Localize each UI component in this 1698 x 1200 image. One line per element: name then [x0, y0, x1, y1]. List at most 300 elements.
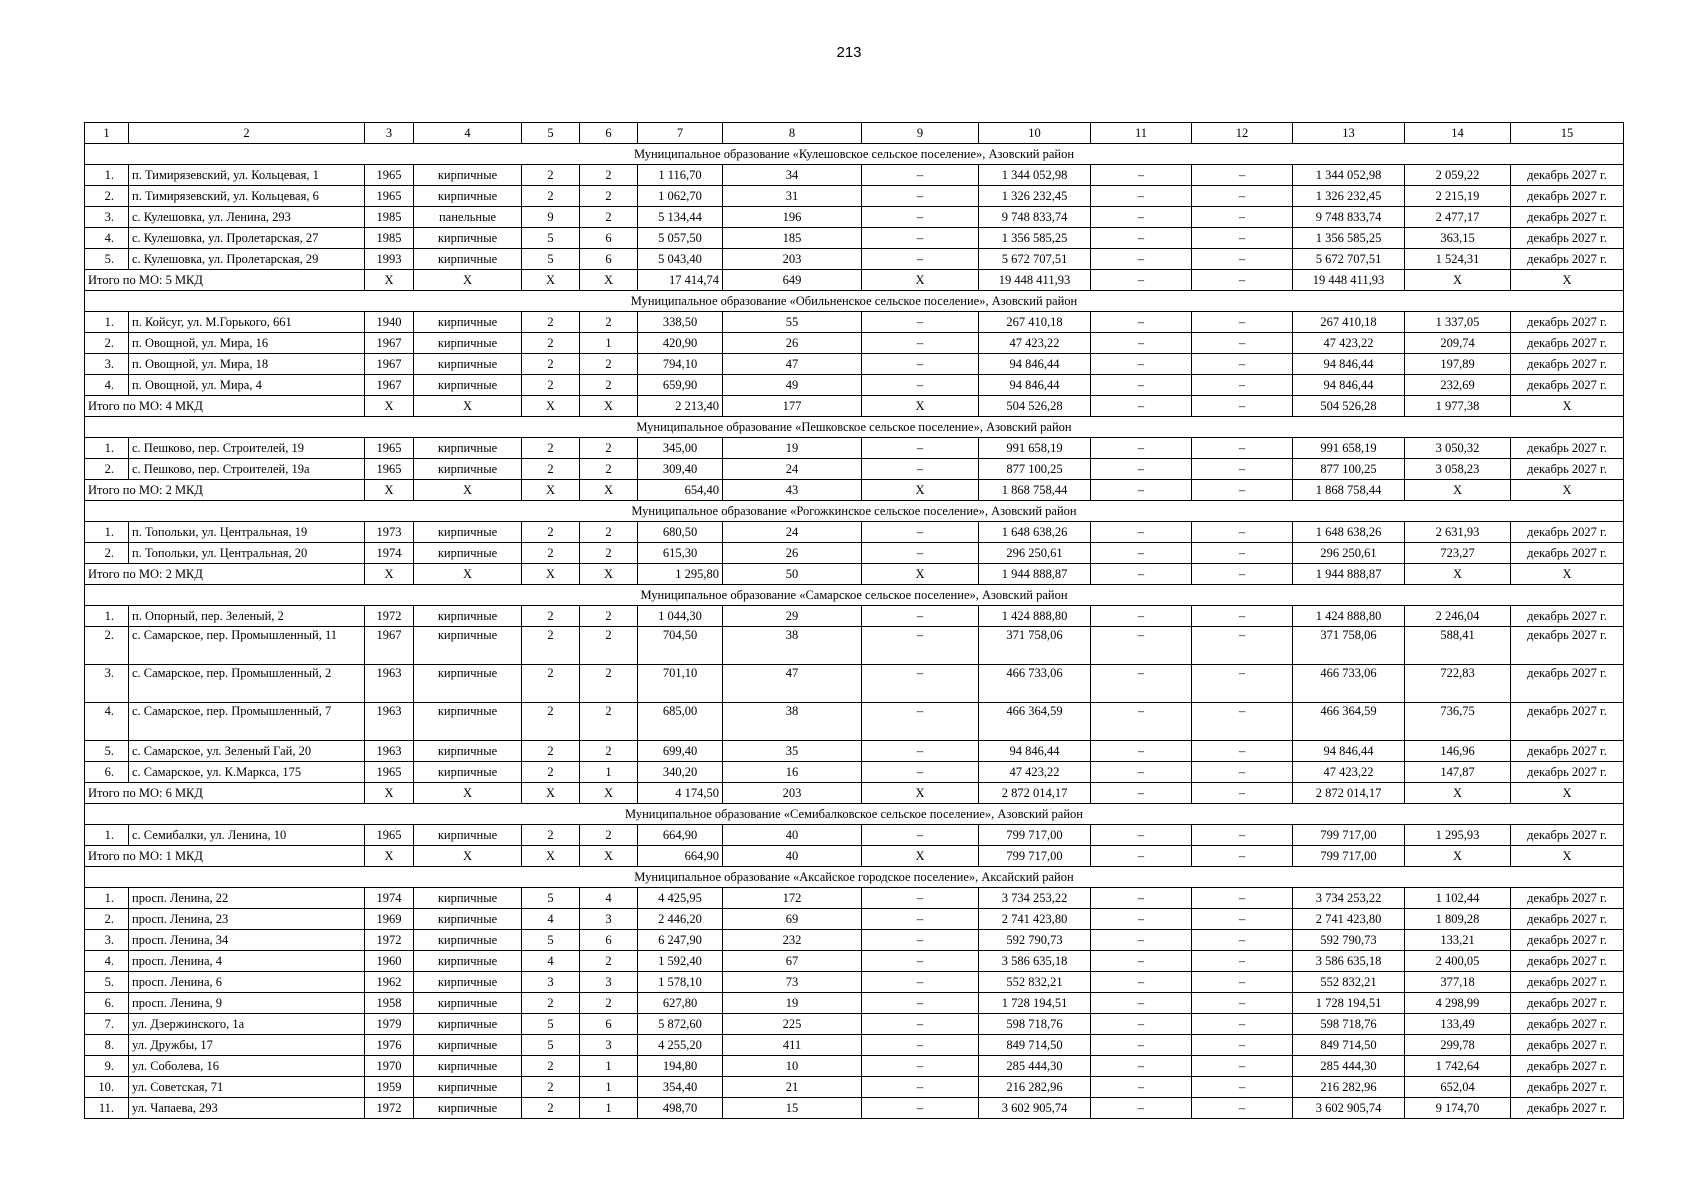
deadline-cell: X [1511, 396, 1624, 417]
total-cost-cell: 1 344 052,98 [1293, 165, 1405, 186]
cost-per-m2-cell: 2 631,93 [1405, 522, 1511, 543]
area-cell: 794,10 [638, 354, 723, 375]
wall-material-cell: кирпичные [414, 438, 522, 459]
cost-cell: 3 734 253,22 [979, 888, 1091, 909]
cost-cell: 991 658,19 [979, 438, 1091, 459]
cost-cell: 296 250,61 [979, 543, 1091, 564]
area-cell: 704,50 [638, 627, 723, 665]
floors-cell: 5 [522, 1035, 580, 1056]
cost-per-m2-cell: 147,87 [1405, 762, 1511, 783]
entrances-cell: 1 [580, 1056, 638, 1077]
col12-cell: – [1192, 249, 1293, 270]
floors-cell: X [522, 564, 580, 585]
table-body [85, 123, 1624, 1119]
col11-cell: – [1091, 333, 1192, 354]
column-number: 13 [1293, 123, 1405, 144]
col12-cell: – [1192, 1077, 1293, 1098]
floors-cell: 5 [522, 888, 580, 909]
col9-cell: – [862, 249, 979, 270]
cost-per-m2-cell: 146,96 [1405, 741, 1511, 762]
table-row [85, 972, 1624, 993]
cost-per-m2-cell: 652,04 [1405, 1077, 1511, 1098]
year-cell: 1967 [365, 375, 414, 396]
cost-per-m2-cell: 2 246,04 [1405, 606, 1511, 627]
cost-cell: 1 728 194,51 [979, 993, 1091, 1014]
entrances-cell: 2 [580, 627, 638, 665]
entrances-cell: 1 [580, 1098, 638, 1119]
area-cell: 4 425,95 [638, 888, 723, 909]
cost-cell: 285 444,30 [979, 1056, 1091, 1077]
col11-cell: – [1091, 930, 1192, 951]
cost-cell: 94 846,44 [979, 375, 1091, 396]
cost-cell: 47 423,22 [979, 333, 1091, 354]
floors-cell: 4 [522, 951, 580, 972]
total-cost-cell: 94 846,44 [1293, 375, 1405, 396]
col9-cell: – [862, 930, 979, 951]
table-row [85, 888, 1624, 909]
col11-cell: – [1091, 564, 1192, 585]
deadline-cell: декабрь 2027 г. [1511, 762, 1624, 783]
cost-per-m2-cell: X [1405, 846, 1511, 867]
col11-cell: – [1091, 186, 1192, 207]
year-cell: 1965 [365, 438, 414, 459]
total-cost-cell: 1 648 638,26 [1293, 522, 1405, 543]
col11-cell: – [1091, 627, 1192, 665]
row-number-cell: 2. [85, 627, 129, 665]
wall-material-cell: кирпичные [414, 930, 522, 951]
section-title: Муниципальное образование «Аксайское городское поселение», Аксайский район [85, 867, 1624, 888]
total-cost-cell: 1 944 888,87 [1293, 564, 1405, 585]
col11-cell: – [1091, 543, 1192, 564]
floors-cell: 2 [522, 825, 580, 846]
wall-material-cell: кирпичные [414, 522, 522, 543]
address-cell: ул. Дружбы, 17 [129, 1035, 365, 1056]
wall-material-cell: кирпичные [414, 1056, 522, 1077]
address-cell: просп. Ленина, 22 [129, 888, 365, 909]
col12-cell: – [1192, 783, 1293, 804]
area-cell: 498,70 [638, 1098, 723, 1119]
section-title: Муниципальное образование «Самарское сельское поселение», Азовский район [85, 585, 1624, 606]
wall-material-cell: кирпичные [414, 888, 522, 909]
table-row [85, 375, 1624, 396]
row-number-cell: 3. [85, 354, 129, 375]
total-cost-cell: 3 734 253,22 [1293, 888, 1405, 909]
row-number-cell: 9. [85, 1056, 129, 1077]
entrances-cell: 6 [580, 249, 638, 270]
year-cell: 1969 [365, 909, 414, 930]
table-row [85, 459, 1624, 480]
table-row [85, 930, 1624, 951]
floors-cell: 5 [522, 930, 580, 951]
deadline-cell: декабрь 2027 г. [1511, 993, 1624, 1014]
row-number-cell: 10. [85, 1077, 129, 1098]
cost-cell: 2 872 014,17 [979, 783, 1091, 804]
floors-cell: 2 [522, 165, 580, 186]
table-row [85, 665, 1624, 703]
floors-cell: 2 [522, 627, 580, 665]
cost-cell: 47 423,22 [979, 762, 1091, 783]
area-cell: 627,80 [638, 993, 723, 1014]
col12-cell: – [1192, 312, 1293, 333]
cost-cell: 19 448 411,93 [979, 270, 1091, 291]
address-cell: п. Овощной, ул. Мира, 16 [129, 333, 365, 354]
col11-cell: – [1091, 312, 1192, 333]
row-number-cell: 6. [85, 993, 129, 1014]
deadline-cell: декабрь 2027 г. [1511, 825, 1624, 846]
deadline-cell: декабрь 2027 г. [1511, 354, 1624, 375]
col11-cell: – [1091, 993, 1192, 1014]
col11-cell: – [1091, 665, 1192, 703]
cost-per-m2-cell: 2 400,05 [1405, 951, 1511, 972]
col12-cell: – [1192, 1014, 1293, 1035]
address-cell: п. Овощной, ул. Мира, 4 [129, 375, 365, 396]
area-cell: 685,00 [638, 703, 723, 741]
cost-per-m2-cell: 1 337,05 [1405, 312, 1511, 333]
col9-cell: – [862, 207, 979, 228]
col9-cell: – [862, 1098, 979, 1119]
col9-cell: – [862, 543, 979, 564]
cost-cell: 216 282,96 [979, 1077, 1091, 1098]
deadline-cell: декабрь 2027 г. [1511, 522, 1624, 543]
col9-cell: X [862, 396, 979, 417]
residents-cell: 38 [723, 703, 862, 741]
residents-cell: 225 [723, 1014, 862, 1035]
row-number-cell: 11. [85, 1098, 129, 1119]
cost-cell: 849 714,50 [979, 1035, 1091, 1056]
area-cell: 4 174,50 [638, 783, 723, 804]
wall-material-cell: кирпичные [414, 333, 522, 354]
col12-cell: – [1192, 606, 1293, 627]
table-row [85, 951, 1624, 972]
deadline-cell: декабрь 2027 г. [1511, 888, 1624, 909]
wall-material-cell: X [414, 396, 522, 417]
deadline-cell: декабрь 2027 г. [1511, 375, 1624, 396]
col9-cell: – [862, 972, 979, 993]
year-cell: 1993 [365, 249, 414, 270]
wall-material-cell: кирпичные [414, 993, 522, 1014]
year-cell: 1958 [365, 993, 414, 1014]
col9-cell: – [862, 762, 979, 783]
cost-cell: 1 648 638,26 [979, 522, 1091, 543]
area-cell: 4 255,20 [638, 1035, 723, 1056]
year-cell: 1965 [365, 186, 414, 207]
deadline-cell: декабрь 2027 г. [1511, 606, 1624, 627]
table-row [85, 741, 1624, 762]
entrances-cell: 1 [580, 1077, 638, 1098]
table-row [85, 993, 1624, 1014]
floors-cell: 2 [522, 1077, 580, 1098]
total-cost-cell: 285 444,30 [1293, 1056, 1405, 1077]
address-cell: с. Самарское, ул. К.Маркса, 175 [129, 762, 365, 783]
floors-cell: 2 [522, 665, 580, 703]
residents-cell: 35 [723, 741, 862, 762]
year-cell: 1940 [365, 312, 414, 333]
address-cell: п. Тимирязевский, ул. Кольцевая, 6 [129, 186, 365, 207]
cost-cell: 371 758,06 [979, 627, 1091, 665]
total-cost-cell: 598 718,76 [1293, 1014, 1405, 1035]
residents-cell: 43 [723, 480, 862, 501]
area-cell: 5 872,60 [638, 1014, 723, 1035]
deadline-cell: X [1511, 783, 1624, 804]
deadline-cell: X [1511, 270, 1624, 291]
residents-cell: 185 [723, 228, 862, 249]
section-title: Муниципальное образование «Семибалковское сельское поселение», Азовский район [85, 804, 1624, 825]
table-row [85, 627, 1624, 665]
floors-cell: 2 [522, 993, 580, 1014]
total-label: Итого по МО: 2 МКД [85, 564, 365, 585]
table-row [85, 1056, 1624, 1077]
table-row [85, 703, 1624, 741]
address-cell: с. Пешково, пер. Строителей, 19а [129, 459, 365, 480]
col12-cell: – [1192, 951, 1293, 972]
wall-material-cell: кирпичные [414, 909, 522, 930]
year-cell: 1985 [365, 207, 414, 228]
area-cell: 309,40 [638, 459, 723, 480]
total-cost-cell: 1 356 585,25 [1293, 228, 1405, 249]
total-cost-cell: 1 424 888,80 [1293, 606, 1405, 627]
area-cell: 699,40 [638, 741, 723, 762]
cost-cell: 799 717,00 [979, 846, 1091, 867]
total-cost-cell: 47 423,22 [1293, 762, 1405, 783]
column-number: 4 [414, 123, 522, 144]
area-cell: 5 057,50 [638, 228, 723, 249]
area-cell: 659,90 [638, 375, 723, 396]
year-cell: 1962 [365, 972, 414, 993]
col11-cell: – [1091, 1035, 1192, 1056]
total-cost-cell: 216 282,96 [1293, 1077, 1405, 1098]
row-number-cell: 2. [85, 186, 129, 207]
total-cost-cell: 799 717,00 [1293, 846, 1405, 867]
total-cost-cell: 466 364,59 [1293, 703, 1405, 741]
residents-cell: 15 [723, 1098, 862, 1119]
table-row [85, 1077, 1624, 1098]
year-cell: X [365, 564, 414, 585]
col11-cell: – [1091, 1014, 1192, 1035]
entrances-cell: 2 [580, 993, 638, 1014]
address-cell: с. Самарское, ул. Зеленый Гай, 20 [129, 741, 365, 762]
cost-cell: 466 364,59 [979, 703, 1091, 741]
entrances-cell: 2 [580, 312, 638, 333]
area-cell: 5 043,40 [638, 249, 723, 270]
area-cell: 6 247,90 [638, 930, 723, 951]
column-number: 5 [522, 123, 580, 144]
col9-cell: – [862, 909, 979, 930]
floors-cell: 4 [522, 909, 580, 930]
area-cell: 17 414,74 [638, 270, 723, 291]
cost-per-m2-cell: X [1405, 564, 1511, 585]
entrances-cell: 3 [580, 1035, 638, 1056]
col9-cell: – [862, 627, 979, 665]
total-label: Итого по МО: 4 МКД [85, 396, 365, 417]
address-cell: просп. Ленина, 4 [129, 951, 365, 972]
col9-cell: – [862, 1014, 979, 1035]
year-cell: 1965 [365, 165, 414, 186]
page-number: 213 [836, 44, 862, 61]
total-cost-cell: 296 250,61 [1293, 543, 1405, 564]
area-cell: 1 295,80 [638, 564, 723, 585]
col11-cell: – [1091, 972, 1192, 993]
wall-material-cell: X [414, 270, 522, 291]
total-cost-cell: 2 741 423,80 [1293, 909, 1405, 930]
section-total-row [85, 564, 1624, 585]
entrances-cell: 2 [580, 825, 638, 846]
col12-cell: – [1192, 354, 1293, 375]
year-cell: 1965 [365, 825, 414, 846]
col9-cell: X [862, 564, 979, 585]
wall-material-cell: кирпичные [414, 354, 522, 375]
col12-cell: – [1192, 1098, 1293, 1119]
entrances-cell: X [580, 270, 638, 291]
col12-cell: – [1192, 825, 1293, 846]
floors-cell: 2 [522, 1056, 580, 1077]
floors-cell: X [522, 846, 580, 867]
wall-material-cell: X [414, 564, 522, 585]
column-number: 7 [638, 123, 723, 144]
residents-cell: 34 [723, 165, 862, 186]
col12-cell: – [1192, 333, 1293, 354]
cost-per-m2-cell: 2 215,19 [1405, 186, 1511, 207]
deadline-cell: декабрь 2027 г. [1511, 665, 1624, 703]
col9-cell: – [862, 665, 979, 703]
entrances-cell: X [580, 396, 638, 417]
year-cell: 1963 [365, 665, 414, 703]
cost-per-m2-cell: 209,74 [1405, 333, 1511, 354]
col9-cell: – [862, 1077, 979, 1098]
cost-per-m2-cell: 3 050,32 [1405, 438, 1511, 459]
cost-per-m2-cell: 3 058,23 [1405, 459, 1511, 480]
col11-cell: – [1091, 703, 1192, 741]
cost-per-m2-cell: 232,69 [1405, 375, 1511, 396]
area-cell: 1 044,30 [638, 606, 723, 627]
deadline-cell: декабрь 2027 г. [1511, 1098, 1624, 1119]
deadline-cell: декабрь 2027 г. [1511, 627, 1624, 665]
cost-cell: 267 410,18 [979, 312, 1091, 333]
row-number-cell: 8. [85, 1035, 129, 1056]
wall-material-cell: кирпичные [414, 228, 522, 249]
floors-cell: 2 [522, 606, 580, 627]
total-label: Итого по МО: 1 МКД [85, 846, 365, 867]
floors-cell: 2 [522, 762, 580, 783]
entrances-cell: 2 [580, 665, 638, 703]
col11-cell: – [1091, 825, 1192, 846]
total-label: Итого по МО: 5 МКД [85, 270, 365, 291]
cost-cell: 3 586 635,18 [979, 951, 1091, 972]
col9-cell: – [862, 186, 979, 207]
residents-cell: 16 [723, 762, 862, 783]
area-cell: 338,50 [638, 312, 723, 333]
wall-material-cell: кирпичные [414, 825, 522, 846]
entrances-cell: X [580, 783, 638, 804]
entrances-cell: 2 [580, 438, 638, 459]
area-cell: 194,80 [638, 1056, 723, 1077]
entrances-cell: 4 [580, 888, 638, 909]
total-cost-cell: 9 748 833,74 [1293, 207, 1405, 228]
cost-cell: 504 526,28 [979, 396, 1091, 417]
year-cell: X [365, 783, 414, 804]
row-number-cell: 2. [85, 459, 129, 480]
entrances-cell: 2 [580, 522, 638, 543]
year-cell: 1979 [365, 1014, 414, 1035]
entrances-cell: 6 [580, 228, 638, 249]
address-cell: ул. Советская, 71 [129, 1077, 365, 1098]
total-cost-cell: 877 100,25 [1293, 459, 1405, 480]
row-number-cell: 3. [85, 207, 129, 228]
col9-cell: – [862, 741, 979, 762]
table-row [85, 207, 1624, 228]
area-cell: 345,00 [638, 438, 723, 459]
residents-cell: 67 [723, 951, 862, 972]
cost-cell: 94 846,44 [979, 741, 1091, 762]
total-cost-cell: 1 868 758,44 [1293, 480, 1405, 501]
col12-cell: – [1192, 762, 1293, 783]
area-cell: 615,30 [638, 543, 723, 564]
total-label: Итого по МО: 2 МКД [85, 480, 365, 501]
floors-cell: 5 [522, 228, 580, 249]
wall-material-cell: кирпичные [414, 1077, 522, 1098]
col12-cell: – [1192, 627, 1293, 665]
cost-cell: 1 326 232,45 [979, 186, 1091, 207]
floors-cell: 3 [522, 972, 580, 993]
wall-material-cell: X [414, 783, 522, 804]
entrances-cell: 2 [580, 606, 638, 627]
total-cost-cell: 799 717,00 [1293, 825, 1405, 846]
floors-cell: 2 [522, 186, 580, 207]
deadline-cell: X [1511, 564, 1624, 585]
year-cell: X [365, 846, 414, 867]
col9-cell: – [862, 354, 979, 375]
deadline-cell: X [1511, 480, 1624, 501]
section-title: Муниципальное образование «Обильненское сельское поселение», Азовский район [85, 291, 1624, 312]
total-cost-cell: 466 733,06 [1293, 665, 1405, 703]
wall-material-cell: кирпичные [414, 165, 522, 186]
address-cell: с. Кулешовка, ул. Пролетарская, 29 [129, 249, 365, 270]
residents-cell: 19 [723, 993, 862, 1014]
entrances-cell: 3 [580, 972, 638, 993]
residents-cell: 26 [723, 333, 862, 354]
total-cost-cell: 3 602 905,74 [1293, 1098, 1405, 1119]
table-row [85, 228, 1624, 249]
entrances-cell: X [580, 846, 638, 867]
address-cell: просп. Ленина, 23 [129, 909, 365, 930]
deadline-cell: декабрь 2027 г. [1511, 186, 1624, 207]
residents-cell: 649 [723, 270, 862, 291]
deadline-cell: декабрь 2027 г. [1511, 228, 1624, 249]
cost-cell: 598 718,76 [979, 1014, 1091, 1035]
table-row [85, 312, 1624, 333]
col9-cell: – [862, 1056, 979, 1077]
row-number-cell: 4. [85, 375, 129, 396]
wall-material-cell: кирпичные [414, 762, 522, 783]
table-row [85, 909, 1624, 930]
deadline-cell: декабрь 2027 г. [1511, 909, 1624, 930]
cost-per-m2-cell: X [1405, 270, 1511, 291]
table-row [85, 165, 1624, 186]
cost-per-m2-cell: 722,83 [1405, 665, 1511, 703]
cost-cell: 2 741 423,80 [979, 909, 1091, 930]
section-total-row [85, 270, 1624, 291]
entrances-cell: 2 [580, 741, 638, 762]
column-number: 1 [85, 123, 129, 144]
address-cell: с. Самарское, пер. Промышленный, 11 [129, 627, 365, 665]
column-number: 12 [1192, 123, 1293, 144]
col9-cell: – [862, 1035, 979, 1056]
col12-cell: – [1192, 543, 1293, 564]
wall-material-cell: X [414, 480, 522, 501]
wall-material-cell: кирпичные [414, 459, 522, 480]
address-cell: с. Самарское, пер. Промышленный, 2 [129, 665, 365, 703]
deadline-cell: X [1511, 846, 1624, 867]
section-title: Муниципальное образование «Рогожкинское сельское поселение», Азовский район [85, 501, 1624, 522]
